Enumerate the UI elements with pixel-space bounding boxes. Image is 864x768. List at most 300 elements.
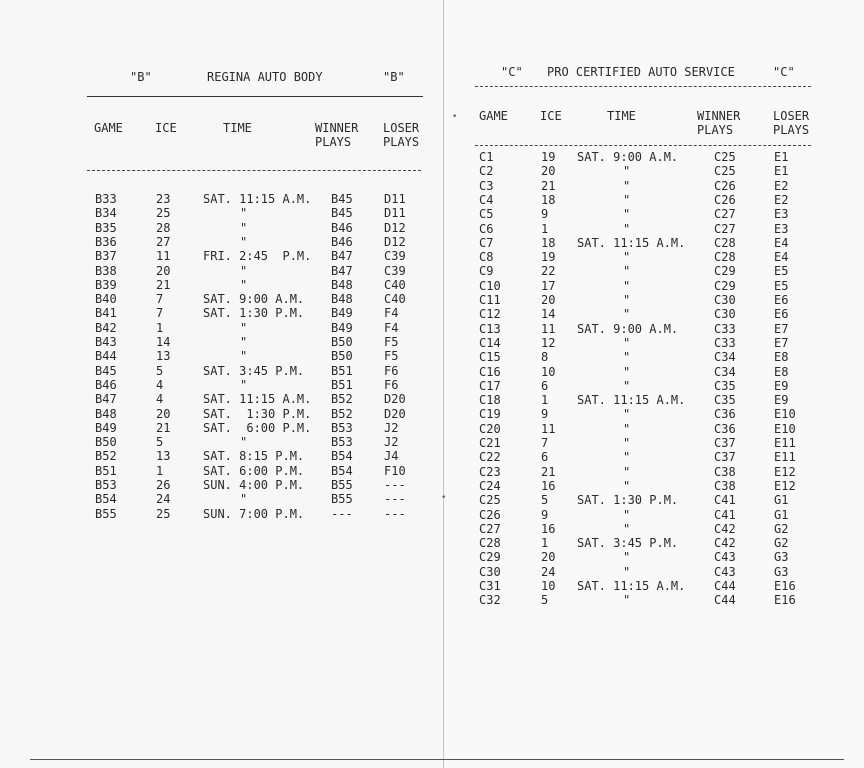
- table-row: [0, 492, 443, 506]
- winner-cell: C25: [714, 164, 736, 179]
- division-title: PRO CERTIFIED AUTO SERVICE: [547, 65, 735, 79]
- loser-cell: G2: [774, 521, 789, 536]
- table-row: [0, 364, 443, 378]
- ice-cell: 10: [541, 579, 556, 593]
- game-cell: C6: [479, 221, 494, 236]
- table-row: [445, 150, 864, 164]
- col-header-winner: WINNER PLAYS: [697, 109, 741, 137]
- division-title: REGINA AUTO BODY: [207, 70, 323, 84]
- binding-mark: •: [441, 493, 447, 503]
- time-cell: ": [623, 278, 631, 293]
- loser-cell: F5: [384, 349, 399, 364]
- loser-cell: E3: [774, 221, 789, 236]
- table-row: [445, 522, 864, 536]
- winner-cell: C30: [714, 307, 736, 322]
- table-row: [445, 407, 864, 421]
- time-cell: ": [623, 507, 631, 522]
- ice-cell: 7: [541, 436, 549, 450]
- table-row: [445, 379, 864, 393]
- time-cell: ": [240, 349, 248, 364]
- ice-cell: 21: [541, 178, 556, 193]
- loser-cell: E2: [774, 192, 789, 207]
- time-cell: SAT. 9:00 A.M.: [577, 150, 679, 164]
- time-cell: SAT. 1:30 P.M.: [203, 306, 305, 321]
- winner-cell: B47: [331, 249, 353, 264]
- time-cell: SAT. 11:15 A.M.: [577, 235, 686, 250]
- table-row: [445, 279, 864, 293]
- time-cell: ": [623, 450, 631, 465]
- game-cell: B47: [95, 392, 117, 407]
- winner-cell: C43: [714, 550, 736, 565]
- time-cell: ": [240, 377, 248, 392]
- game-cell: C13: [479, 321, 501, 336]
- time-cell: FRI. 2:45 P.M.: [203, 249, 312, 264]
- division-tag-right: "C": [773, 65, 795, 79]
- loser-cell: J2: [384, 420, 399, 435]
- winner-cell: C44: [714, 579, 736, 593]
- col-header-time: TIME: [223, 121, 252, 135]
- game-cell: C11: [479, 293, 501, 307]
- ice-cell: 18: [541, 192, 556, 207]
- ice-cell: 1: [156, 320, 164, 335]
- game-cell: C32: [479, 593, 501, 608]
- table-row: [0, 449, 443, 463]
- winner-cell: C38: [714, 478, 736, 493]
- time-cell: ": [623, 364, 631, 379]
- game-cell: B44: [95, 349, 117, 364]
- loser-cell: F6: [384, 377, 399, 392]
- loser-cell: E7: [774, 335, 789, 350]
- table-row: [0, 249, 443, 263]
- winner-cell: C37: [714, 436, 736, 450]
- table-row: [445, 479, 864, 493]
- time-cell: ": [623, 421, 631, 436]
- time-cell: ": [240, 335, 248, 349]
- ice-cell: 1: [541, 536, 549, 551]
- loser-cell: F6: [384, 363, 399, 378]
- game-cell: B33: [95, 192, 117, 206]
- winner-cell: B52: [331, 392, 353, 407]
- game-cell: C14: [479, 335, 501, 350]
- winner-cell: B53: [331, 420, 353, 435]
- loser-cell: F4: [384, 306, 399, 321]
- ice-cell: 4: [156, 392, 164, 407]
- loser-cell: F5: [384, 335, 399, 349]
- ice-cell: 5: [156, 363, 164, 378]
- time-cell: ": [240, 492, 248, 507]
- col-header-ice: ICE: [540, 109, 562, 123]
- game-cell: B55: [95, 506, 117, 521]
- time-cell: ": [623, 178, 631, 193]
- time-cell: SAT. 11:15 A.M.: [203, 192, 312, 206]
- game-cell: B49: [95, 420, 117, 435]
- table-row: [0, 292, 443, 306]
- table-row: [445, 193, 864, 207]
- ice-cell: 19: [541, 250, 556, 265]
- time-cell: ": [623, 478, 631, 493]
- loser-cell: E6: [774, 293, 789, 307]
- table-row: [0, 192, 443, 206]
- time-cell: SAT. 8:15 P.M.: [203, 449, 305, 464]
- winner-cell: B51: [331, 363, 353, 378]
- game-cell: C17: [479, 378, 501, 393]
- ice-cell: 13: [156, 349, 171, 364]
- table-row: [445, 207, 864, 221]
- game-cell: C26: [479, 507, 501, 522]
- winner-cell: B55: [331, 492, 353, 507]
- ice-cell: 28: [156, 220, 171, 235]
- table-row: [445, 465, 864, 479]
- loser-cell: D11: [384, 192, 406, 206]
- game-cell: B42: [95, 320, 117, 335]
- time-cell: SAT. 3:45 P.M.: [577, 536, 679, 551]
- winner-cell: B45: [331, 206, 353, 221]
- table-row: [445, 393, 864, 407]
- table-row: [445, 550, 864, 564]
- game-cell: C10: [479, 278, 501, 293]
- ice-cell: 21: [156, 277, 171, 292]
- loser-cell: D20: [384, 406, 406, 421]
- winner-cell: B50: [331, 335, 353, 349]
- winner-cell: C30: [714, 293, 736, 307]
- loser-cell: E6: [774, 307, 789, 322]
- winner-cell: B48: [331, 277, 353, 292]
- ice-cell: 14: [156, 335, 171, 349]
- ice-cell: 18: [541, 235, 556, 250]
- game-cell: B38: [95, 263, 117, 278]
- winner-cell: C38: [714, 464, 736, 479]
- winner-cell: B50: [331, 349, 353, 364]
- game-cell: B45: [95, 363, 117, 378]
- ice-cell: 9: [541, 207, 549, 222]
- game-cell: B48: [95, 406, 117, 421]
- loser-cell: F10: [384, 463, 406, 478]
- time-cell: SAT. 1:30 P.M.: [577, 493, 679, 508]
- loser-cell: ---: [384, 506, 406, 521]
- winner-cell: C43: [714, 564, 736, 579]
- time-cell: SUN. 4:00 P.M.: [203, 478, 305, 492]
- loser-cell: E7: [774, 321, 789, 336]
- loser-cell: E11: [774, 450, 796, 465]
- ice-cell: 24: [156, 492, 171, 507]
- time-cell: ": [623, 350, 631, 365]
- game-cell: C19: [479, 407, 501, 422]
- loser-cell: D12: [384, 220, 406, 235]
- winner-cell: C26: [714, 192, 736, 207]
- table-row: [445, 336, 864, 350]
- winner-cell: C41: [714, 507, 736, 522]
- game-cell: C8: [479, 250, 494, 265]
- table-row: [0, 278, 443, 292]
- winner-cell: C41: [714, 493, 736, 508]
- game-cell: B41: [95, 306, 117, 321]
- table-row: [0, 264, 443, 278]
- loser-cell: D12: [384, 234, 406, 249]
- loser-cell: G1: [774, 493, 789, 508]
- table-row: [0, 478, 443, 492]
- loser-cell: G2: [774, 536, 789, 551]
- ice-cell: 1: [156, 463, 164, 478]
- winner-cell: C36: [714, 421, 736, 436]
- winner-cell: C34: [714, 350, 736, 365]
- ice-cell: 20: [156, 263, 171, 278]
- col-header-loser: LOSER PLAYS: [383, 121, 420, 149]
- ice-cell: 19: [541, 150, 556, 164]
- ice-cell: 27: [156, 234, 171, 249]
- col-header-game: GAME: [479, 109, 508, 123]
- ice-cell: 12: [541, 335, 556, 350]
- loser-cell: E16: [774, 579, 796, 593]
- winner-cell: C35: [714, 378, 736, 393]
- table-row: [445, 250, 864, 264]
- time-cell: ": [623, 593, 631, 608]
- ice-cell: 6: [541, 378, 549, 393]
- table-row: [0, 392, 443, 406]
- winner-cell: C36: [714, 407, 736, 422]
- ice-cell: 7: [156, 292, 164, 307]
- winner-cell: C42: [714, 521, 736, 536]
- game-cell: B36: [95, 234, 117, 249]
- table-row: [0, 421, 443, 435]
- table-row: [445, 579, 864, 593]
- table-row: [445, 236, 864, 250]
- loser-cell: E4: [774, 250, 789, 265]
- loser-cell: C40: [384, 277, 406, 292]
- ice-cell: 25: [156, 506, 171, 521]
- table-row: [0, 507, 443, 521]
- game-cell: C24: [479, 478, 501, 493]
- winner-cell: B47: [331, 263, 353, 278]
- time-cell: SAT. 11:15 A.M.: [577, 393, 686, 408]
- loser-cell: E8: [774, 364, 789, 379]
- winner-cell: C27: [714, 207, 736, 222]
- time-cell: SAT. 9:00 A.M.: [577, 321, 679, 336]
- winner-cell: B49: [331, 320, 353, 335]
- loser-cell: J2: [384, 435, 399, 450]
- time-cell: SUN. 7:00 P.M.: [203, 506, 305, 521]
- loser-cell: E16: [774, 593, 796, 608]
- loser-cell: E4: [774, 235, 789, 250]
- time-cell: SAT. 1:30 P.M.: [203, 406, 312, 421]
- time-cell: ": [623, 250, 631, 265]
- table-row: [0, 407, 443, 421]
- table-row: [445, 307, 864, 321]
- ice-cell: 13: [156, 449, 171, 464]
- game-cell: B54: [95, 492, 117, 507]
- winner-cell: C28: [714, 235, 736, 250]
- time-cell: SAT. 6:00 P.M.: [203, 420, 312, 435]
- table-row: [0, 349, 443, 363]
- right-page: [445, 0, 864, 768]
- game-cell: C5: [479, 207, 494, 222]
- table-row: [445, 565, 864, 579]
- col-header-ice: ICE: [155, 121, 177, 135]
- dashed-rule: [475, 145, 811, 146]
- time-cell: ": [623, 521, 631, 536]
- ice-cell: 7: [156, 306, 164, 321]
- time-cell: ": [623, 407, 631, 422]
- game-cell: C23: [479, 464, 501, 479]
- time-cell: ": [623, 378, 631, 393]
- game-cell: C12: [479, 307, 501, 322]
- winner-cell: B48: [331, 292, 353, 307]
- time-cell: ": [623, 564, 631, 579]
- col-header-loser: LOSER PLAYS: [773, 109, 810, 137]
- table-row: [0, 321, 443, 335]
- ice-cell: 1: [541, 393, 549, 408]
- table-row: [445, 493, 864, 507]
- winner-cell: B46: [331, 234, 353, 249]
- ice-cell: 20: [541, 550, 556, 565]
- time-cell: SAT. 3:45 P.M.: [203, 363, 305, 378]
- ice-cell: 17: [541, 278, 556, 293]
- table-row: [445, 322, 864, 336]
- winner-cell: C27: [714, 221, 736, 236]
- loser-cell: F4: [384, 320, 399, 335]
- table-row: [0, 378, 443, 392]
- time-cell: ": [623, 550, 631, 565]
- loser-cell: E10: [774, 421, 796, 436]
- game-cell: C9: [479, 264, 494, 279]
- ice-cell: 5: [156, 435, 164, 450]
- ice-cell: 16: [541, 521, 556, 536]
- ice-cell: 8: [541, 350, 549, 365]
- time-cell: ": [623, 164, 631, 179]
- ice-cell: 4: [156, 377, 164, 392]
- game-cell: B51: [95, 463, 117, 478]
- time-cell: ": [623, 307, 631, 322]
- division-tag-left: "C": [501, 65, 523, 79]
- time-cell: ": [240, 277, 248, 292]
- col-header-game: GAME: [94, 121, 123, 135]
- time-cell: ": [240, 320, 248, 335]
- game-cell: B46: [95, 377, 117, 392]
- loser-cell: E5: [774, 264, 789, 279]
- game-cell: C31: [479, 579, 501, 593]
- winner-cell: C29: [714, 264, 736, 279]
- table-row: [445, 436, 864, 450]
- time-cell: SAT. 11:15 A.M.: [577, 579, 686, 593]
- ice-cell: 20: [156, 406, 171, 421]
- table-row: [445, 264, 864, 278]
- loser-cell: E5: [774, 278, 789, 293]
- game-cell: C18: [479, 393, 501, 408]
- ice-cell: 14: [541, 307, 556, 322]
- winner-cell: B52: [331, 406, 353, 421]
- game-cell: C3: [479, 178, 494, 193]
- game-cell: B53: [95, 478, 117, 492]
- loser-cell: E3: [774, 207, 789, 222]
- game-cell: C2: [479, 164, 494, 179]
- dashed-rule: [87, 170, 421, 171]
- game-cell: B39: [95, 277, 117, 292]
- game-cell: C7: [479, 235, 494, 250]
- winner-cell: C44: [714, 593, 736, 608]
- game-cell: C21: [479, 436, 501, 450]
- game-cell: C27: [479, 521, 501, 536]
- table-row: [445, 365, 864, 379]
- header-rule: [87, 96, 423, 97]
- winner-cell: B54: [331, 449, 353, 464]
- time-cell: SAT. 11:15 A.M.: [203, 392, 312, 407]
- game-cell: B35: [95, 220, 117, 235]
- game-cell: C16: [479, 364, 501, 379]
- game-cell: C28: [479, 536, 501, 551]
- winner-cell: C33: [714, 321, 736, 336]
- table-row: [445, 179, 864, 193]
- loser-cell: E9: [774, 378, 789, 393]
- winner-cell: C42: [714, 536, 736, 551]
- binding-mark: •: [452, 112, 458, 122]
- game-cell: C15: [479, 350, 501, 365]
- time-cell: ": [623, 264, 631, 279]
- time-cell: ": [240, 263, 248, 278]
- game-cell: B43: [95, 335, 117, 349]
- table-row: [445, 508, 864, 522]
- game-cell: C30: [479, 564, 501, 579]
- table-row: [445, 450, 864, 464]
- time-cell: ": [623, 207, 631, 222]
- division-tag-right: "B": [383, 70, 405, 84]
- winner-cell: C33: [714, 335, 736, 350]
- ice-cell: 26: [156, 478, 171, 492]
- ice-cell: 20: [541, 293, 556, 307]
- ice-cell: 11: [156, 249, 171, 264]
- loser-cell: E12: [774, 478, 796, 493]
- loser-cell: J4: [384, 449, 399, 464]
- winner-cell: C26: [714, 178, 736, 193]
- time-cell: ": [623, 293, 631, 307]
- table-row: [0, 221, 443, 235]
- loser-cell: E2: [774, 178, 789, 193]
- time-cell: SAT. 9:00 A.M.: [203, 292, 305, 307]
- ice-cell: 16: [541, 478, 556, 493]
- table-row: [0, 435, 443, 449]
- winner-cell: C34: [714, 364, 736, 379]
- winner-cell: B51: [331, 377, 353, 392]
- game-cell: C20: [479, 421, 501, 436]
- table-row: [445, 293, 864, 307]
- loser-cell: C39: [384, 263, 406, 278]
- winner-cell: C29: [714, 278, 736, 293]
- game-cell: B50: [95, 435, 117, 450]
- ice-cell: 9: [541, 507, 549, 522]
- loser-cell: E12: [774, 464, 796, 479]
- loser-cell: E1: [774, 150, 789, 164]
- table-row: [445, 422, 864, 436]
- ice-cell: 9: [541, 407, 549, 422]
- header-rule: [475, 86, 811, 87]
- ice-cell: 21: [541, 464, 556, 479]
- loser-cell: C40: [384, 292, 406, 307]
- game-cell: C1: [479, 150, 494, 164]
- game-cell: C25: [479, 493, 501, 508]
- game-cell: B40: [95, 292, 117, 307]
- time-cell: ": [240, 435, 248, 450]
- winner-cell: ---: [331, 506, 353, 521]
- table-row: [445, 164, 864, 178]
- winner-cell: C37: [714, 450, 736, 465]
- table-row: [0, 464, 443, 478]
- loser-cell: E10: [774, 407, 796, 422]
- time-cell: ": [240, 206, 248, 221]
- ice-cell: 5: [541, 593, 549, 608]
- loser-cell: ---: [384, 478, 406, 492]
- loser-cell: D20: [384, 392, 406, 407]
- game-cell: B37: [95, 249, 117, 264]
- winner-cell: B54: [331, 463, 353, 478]
- time-cell: ": [623, 464, 631, 479]
